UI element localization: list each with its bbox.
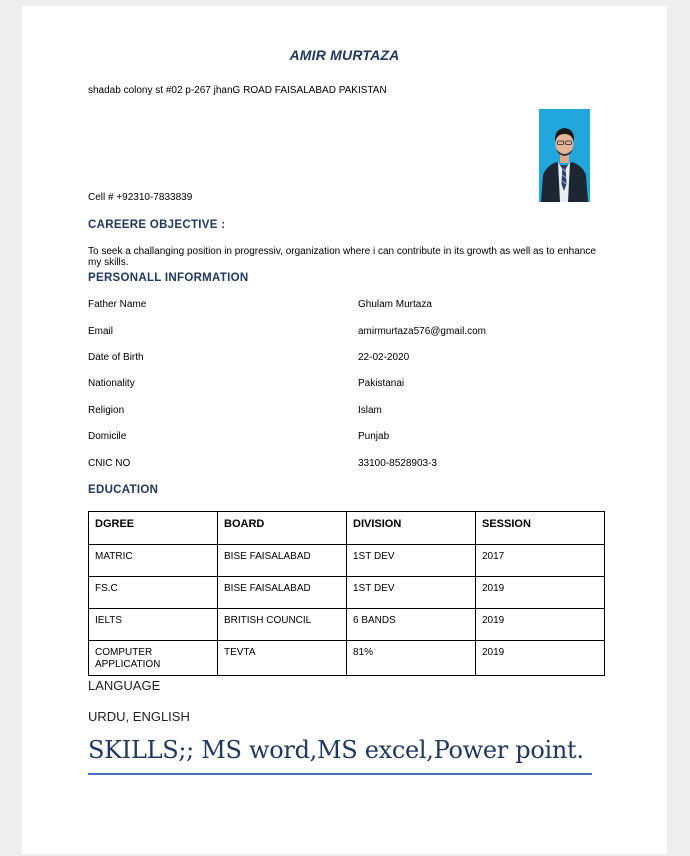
education-heading: EDUCATION [88,484,159,496]
email-value: amirmurtaza576@gmail.com [358,326,486,337]
father-name-value: Ghulam Murtaza [358,299,432,310]
table-cell: FS.C [89,577,218,609]
personal-info-heading: PERSONALL INFORMATION [88,272,249,284]
nationality-value: Pakistanai [358,378,405,389]
table-cell: IELTS [89,609,218,641]
table-cell: BISE FAISALABAD [218,577,347,609]
table-row [89,545,605,577]
father-name-label: Father Name [88,299,147,310]
language-value: URDU, ENGLISH [88,709,190,724]
cnic-label: CNIC NO [88,458,131,469]
table-cell: 1ST DEV [347,545,476,577]
table-cell: 81% [347,641,476,676]
cnic-value: 33100-8528903-3 [358,458,437,469]
table-cell: TEVTA [218,641,347,676]
profile-photo-illustration [539,109,590,202]
religion-value: Islam [358,405,382,416]
column-header-division: DIVISION [347,512,476,545]
table-cell: 6 BANDS [347,609,476,641]
table-header-row [89,512,605,545]
address: shadab colony st #02 p-267 jhanG ROAD FAISALABAD PAKISTAN [88,85,387,96]
column-header-degree: DGREE [89,512,218,545]
table-row [89,609,605,641]
table-cell: COMPUTER APPLICATION [89,641,218,676]
language-heading: LANGUAGE [88,678,161,693]
table-row [89,641,605,676]
profile-photo [539,109,590,202]
table-cell: 1ST DEV [347,577,476,609]
skills-line: SKILLS;; MS word,MS excel,Power point. [88,736,584,764]
religion-label: Religion [88,405,125,416]
table-cell: 2019 [476,641,605,676]
domicile-label: Domicile [88,431,127,442]
candidate-name: AMIR MURTAZA [289,47,400,63]
domicile-value: Punjab [358,431,390,442]
dob-value: 22-02-2020 [358,352,410,363]
dob-label: Date of Birth [88,352,144,363]
table-cell: BISE FAISALABAD [218,545,347,577]
cell-number: Cell # +92310-7833839 [88,192,193,203]
email-label: Email [88,326,114,337]
table-cell: 2017 [476,545,605,577]
objective-heading: CAREERE OBJECTIVE : [88,219,226,231]
resume-page [22,6,667,854]
table-cell: BRITISH COUNCIL [218,609,347,641]
column-header-board: BOARD [218,512,347,545]
table-cell: MATRIC [89,545,218,577]
table-cell: 2019 [476,577,605,609]
education-table [88,511,605,676]
objective-text: To seek a challanging position in progressiv, organization where i can contribute in its growth as well as to enhance my skills. [88,246,596,268]
table-row [89,577,605,609]
nationality-label: Nationality [88,378,135,389]
column-header-session: SESSION [476,512,605,545]
skills-underline [88,773,592,775]
table-cell: 2019 [476,609,605,641]
